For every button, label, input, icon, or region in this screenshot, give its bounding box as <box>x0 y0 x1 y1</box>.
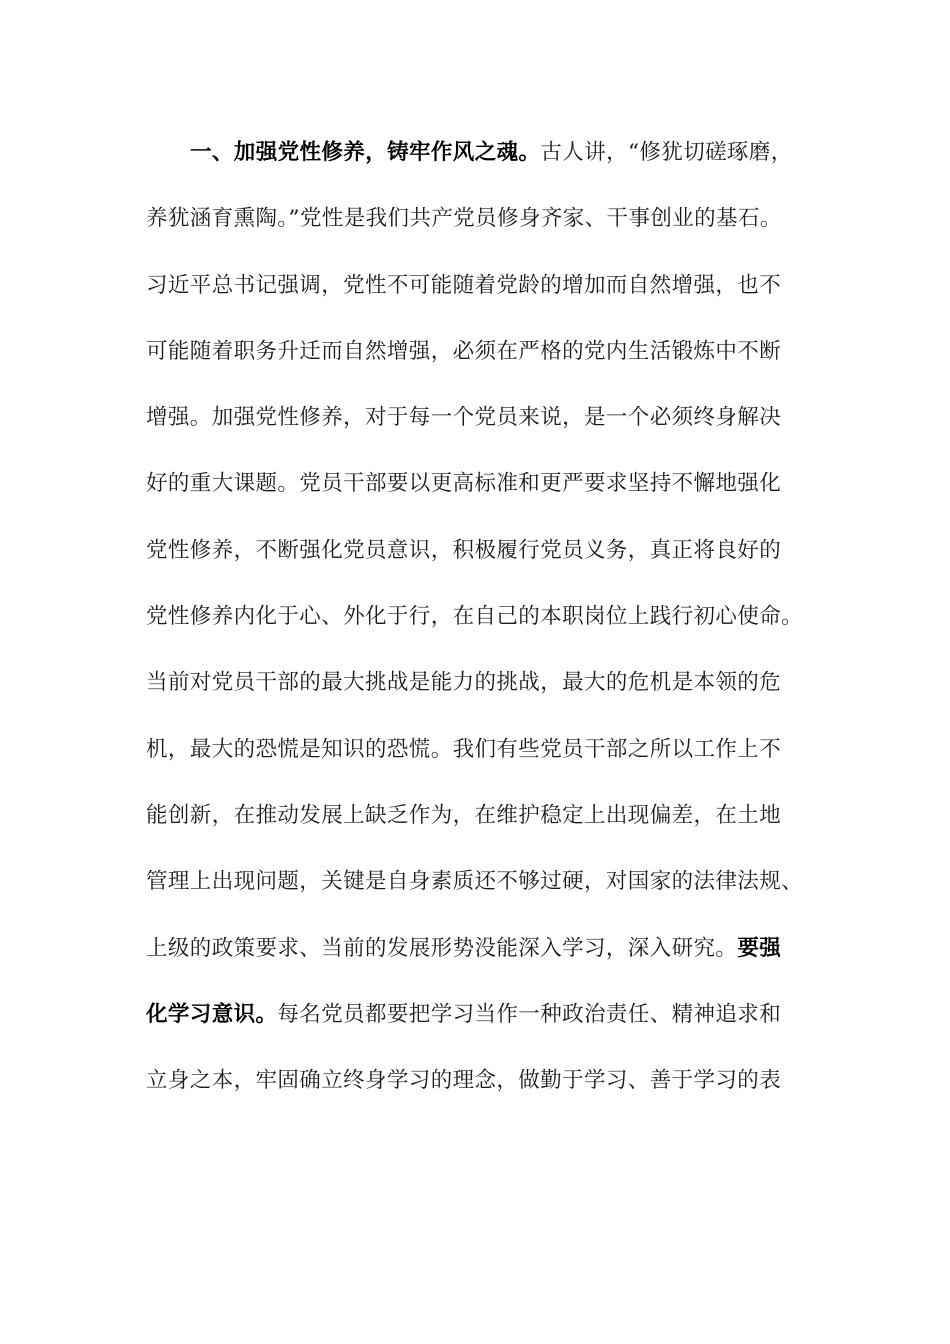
line-text: 增强。加强党性修养，对于每一个党员来说，是一个必须终身解决 <box>146 405 782 431</box>
line-text: 党性修养，不断强化党员意识，积极履行党员义务，真正将良好的 <box>146 537 782 563</box>
line-text: 管理上出现问题，关键是自身素质还不够过硬，对国家的法律法规、 <box>146 869 804 895</box>
emphasis-text: 要强 <box>737 935 782 961</box>
text-line <box>146 197 826 263</box>
text-line <box>146 993 826 1059</box>
line-text: 能创新，在推动发展上缺乏作为，在维护稳定上出现偏差，在土地 <box>146 802 782 828</box>
line-text: 机，最大的恐慌是知识的恐慌。我们有些党员干部之所以工作上不 <box>146 736 782 762</box>
line-text: 每名党员都要把学习当作一种政治责任、精神追求和 <box>277 1001 782 1027</box>
text-line <box>146 529 826 595</box>
emphasis-text: 化学习意识。 <box>146 1001 278 1027</box>
line-text: 当前对党员干部的最大挑战是能力的挑战，最大的危机是本领的危 <box>146 670 782 696</box>
text-line <box>146 131 826 197</box>
line-text: 习近平总书记强调，党性不可能随着党龄的增加而自然增强，也不 <box>146 272 782 298</box>
line-text: 可能随着职务升迁而自然增强，必须在严格的党内生活锻炼中不断 <box>146 338 782 364</box>
text-line <box>146 661 826 727</box>
text-line <box>146 595 826 661</box>
line-text: 古人讲，“修犹切磋琢磨， <box>540 140 793 165</box>
section-heading: 一、加强党性修养，铸牢作风之魂。 <box>190 140 541 165</box>
text-line <box>146 1059 826 1125</box>
line-text: 上级的政策要求、当前的发展形势没能深入学习，深入研究。 <box>146 935 738 961</box>
line-text: 好的重大课题。党员干部要以更高标准和更严要求坚持不懈地强化 <box>146 471 782 497</box>
line-text: 养犹涵育熏陶。”党性是我们共产党员修身齐家、干事创业的基石。 <box>146 206 782 232</box>
text-line <box>146 860 826 926</box>
text-line <box>146 728 826 794</box>
text-line <box>146 330 826 396</box>
text-line <box>146 264 826 330</box>
line-text: 党性修养内化于心、外化于行，在自己的本职岗位上践行初心使命。 <box>146 604 804 630</box>
text-line <box>146 396 826 462</box>
text-line <box>146 794 826 860</box>
line-text: 立身之本，牢固确立终身学习的理念，做勤于学习、善于学习的表 <box>146 1068 782 1094</box>
text-line <box>146 927 826 993</box>
document-body <box>146 131 826 1125</box>
text-line <box>146 462 826 528</box>
